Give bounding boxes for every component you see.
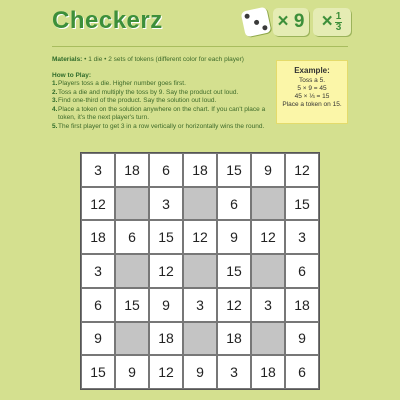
- number-cell[interactable]: 12: [81, 187, 115, 221]
- step-text: The first player to get 3 in a row vertically or horizontally wins the round.: [58, 122, 265, 130]
- number-cell[interactable]: 3: [81, 254, 115, 288]
- number-cell[interactable]: 18: [149, 322, 183, 356]
- materials-label: Materials:: [52, 56, 83, 63]
- number-cell[interactable]: 12: [183, 220, 217, 254]
- step-number: 1.: [52, 80, 58, 87]
- number-cell[interactable]: 9: [285, 322, 319, 356]
- materials-line: [52, 56, 244, 63]
- number-cell[interactable]: 15: [217, 153, 251, 187]
- number-cell[interactable]: 18: [81, 220, 115, 254]
- number-cell[interactable]: 15: [217, 254, 251, 288]
- number-cell[interactable]: 9: [183, 355, 217, 389]
- step-text: Place a token on the solution anywhere on the chart. If you can't place a token, it's the next player's turn.: [58, 105, 266, 121]
- blank-cell[interactable]: [251, 322, 285, 356]
- how-to-play-title: How to Play:: [52, 72, 92, 79]
- number-cell[interactable]: 12: [285, 153, 319, 187]
- number-cell[interactable]: 9: [149, 288, 183, 322]
- step-item: [52, 97, 274, 106]
- number-cell[interactable]: 18: [115, 153, 149, 187]
- step-number: 3.: [52, 97, 58, 104]
- fraction-numerator: 1: [335, 10, 342, 22]
- fraction-denominator: 3: [335, 21, 342, 33]
- number-cell[interactable]: 6: [285, 254, 319, 288]
- step-number: 4.: [52, 105, 58, 113]
- die-pip: [253, 19, 259, 25]
- die-pip: [262, 25, 268, 31]
- blank-cell[interactable]: [251, 187, 285, 221]
- die-icon: [241, 7, 272, 38]
- step-text: Toss a die and multiply the toss by 9. Say the product out loud.: [58, 88, 239, 96]
- number-cell[interactable]: 9: [81, 322, 115, 356]
- number-cell[interactable]: 6: [81, 288, 115, 322]
- number-cell[interactable]: 3: [81, 153, 115, 187]
- page-title: Checkerz: [52, 7, 163, 34]
- game-board: [80, 152, 320, 390]
- step-number: 5.: [52, 122, 58, 130]
- number-cell[interactable]: 9: [251, 153, 285, 187]
- step-item: [52, 89, 274, 98]
- example-title: Example:: [294, 66, 330, 75]
- number-cell[interactable]: 15: [285, 187, 319, 221]
- blank-cell[interactable]: [183, 322, 217, 356]
- number-cell[interactable]: 18: [183, 153, 217, 187]
- number-cell[interactable]: 3: [285, 220, 319, 254]
- example-line: 5 × 9 = 45: [297, 85, 327, 92]
- one-third-fraction: [335, 12, 343, 33]
- times-nine-badge: × 9: [273, 8, 309, 36]
- blank-cell[interactable]: [183, 187, 217, 221]
- example-line: Place a token on 15.: [282, 101, 342, 108]
- number-cell[interactable]: 9: [217, 220, 251, 254]
- number-cell[interactable]: 3: [251, 288, 285, 322]
- header-divider: [52, 46, 348, 47]
- number-cell[interactable]: 18: [251, 355, 285, 389]
- number-cell[interactable]: 6: [285, 355, 319, 389]
- step-text: Find one-third of the product. Say the solution out loud.: [58, 97, 217, 104]
- times-one-third-badge: [313, 8, 351, 36]
- number-cell[interactable]: 6: [115, 220, 149, 254]
- number-cell[interactable]: 6: [149, 153, 183, 187]
- die-pip: [244, 13, 250, 19]
- example-line: 45 × ⅓ = 15: [294, 93, 330, 100]
- how-to-play-steps: [52, 80, 274, 131]
- number-cell[interactable]: 18: [217, 322, 251, 356]
- header: [0, 0, 400, 46]
- blank-cell[interactable]: [183, 254, 217, 288]
- number-cell[interactable]: 3: [149, 187, 183, 221]
- number-cell[interactable]: 12: [149, 355, 183, 389]
- example-line: Toss a 5.: [298, 77, 325, 84]
- step-item: [52, 80, 274, 89]
- step-item: [52, 123, 274, 132]
- number-cell[interactable]: 15: [81, 355, 115, 389]
- materials-text: • 1 die • 2 sets of tokens (different color for each player): [82, 56, 244, 63]
- number-cell[interactable]: 12: [251, 220, 285, 254]
- blank-cell[interactable]: [115, 254, 149, 288]
- number-cell[interactable]: 15: [149, 220, 183, 254]
- number-cell[interactable]: 15: [115, 288, 149, 322]
- blank-cell[interactable]: [115, 187, 149, 221]
- number-cell[interactable]: 6: [217, 187, 251, 221]
- number-cell[interactable]: 18: [285, 288, 319, 322]
- number-cell[interactable]: 12: [217, 288, 251, 322]
- step-text: Players toss a die. Higher number goes first.: [58, 80, 186, 87]
- number-cell[interactable]: 3: [217, 355, 251, 389]
- step-number: 2.: [52, 88, 58, 96]
- number-cell[interactable]: 9: [115, 355, 149, 389]
- number-cell[interactable]: 12: [149, 254, 183, 288]
- blank-cell[interactable]: [115, 322, 149, 356]
- example-box: [276, 60, 348, 124]
- blank-cell[interactable]: [251, 254, 285, 288]
- times-symbol: ×: [321, 11, 333, 32]
- number-cell[interactable]: 3: [183, 288, 217, 322]
- step-item: [52, 106, 274, 123]
